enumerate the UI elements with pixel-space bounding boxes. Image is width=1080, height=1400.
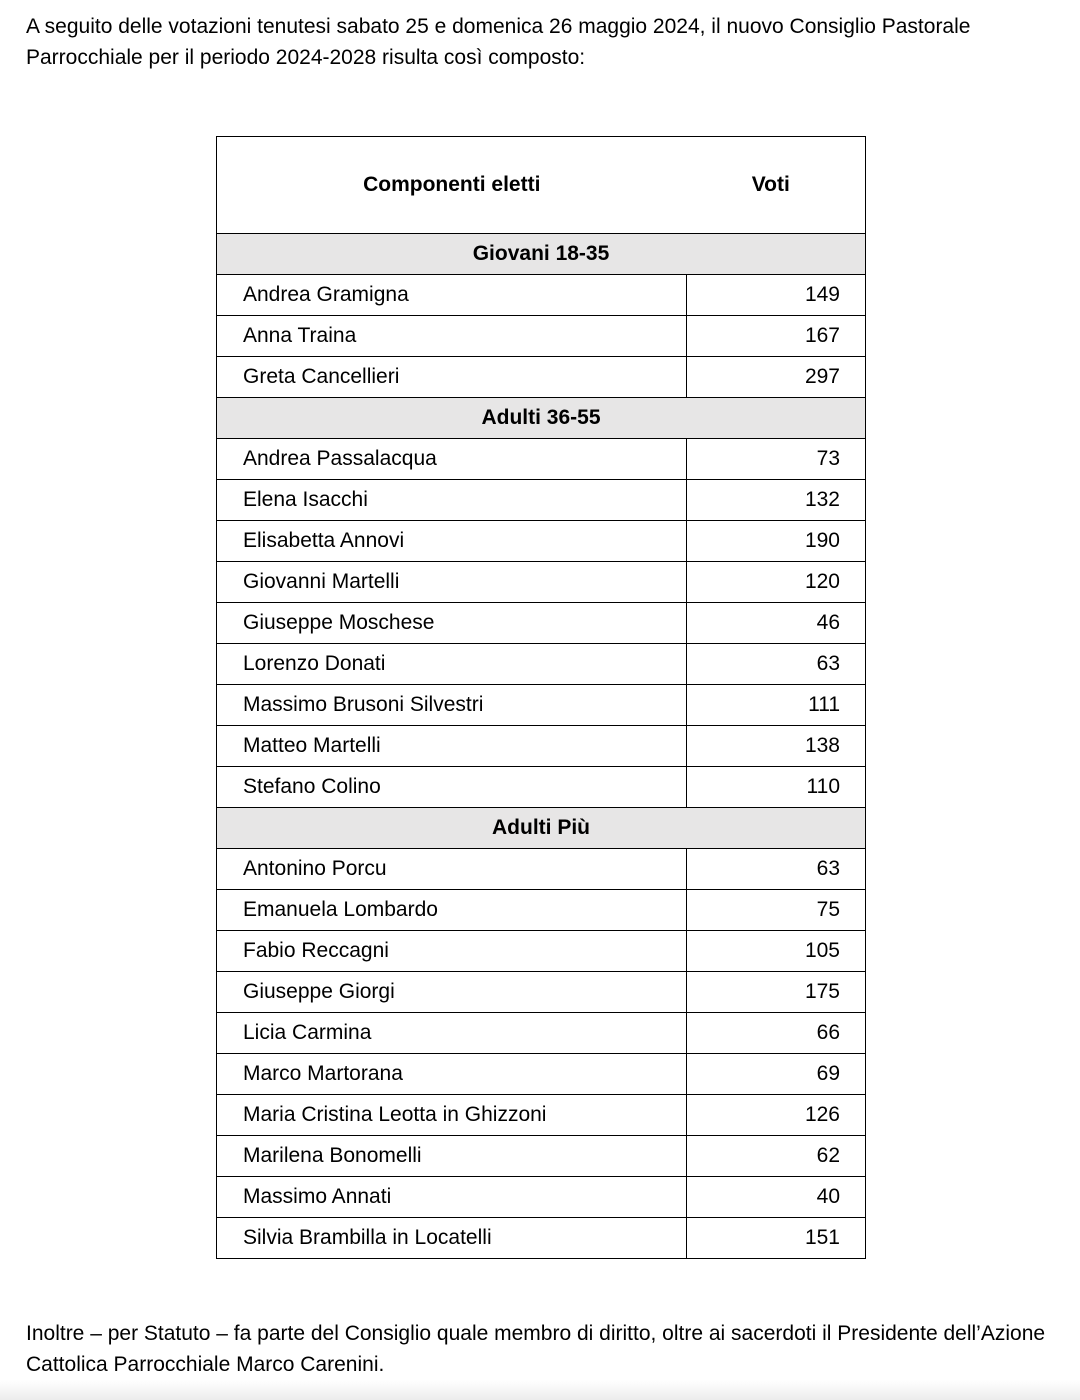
member-name: Marco Martorana — [217, 1054, 687, 1095]
member-votes: 66 — [687, 1013, 866, 1054]
table-row — [217, 357, 866, 398]
member-votes: 151 — [687, 1218, 866, 1259]
member-votes: 63 — [687, 644, 866, 685]
member-votes: 105 — [687, 931, 866, 972]
member-name: Anna Traina — [217, 316, 687, 357]
member-votes: 120 — [687, 562, 866, 603]
table-row — [217, 890, 866, 931]
member-votes: 69 — [687, 1054, 866, 1095]
member-name: Maria Cristina Leotta in Ghizzoni — [217, 1095, 687, 1136]
group-title: Adulti 36-55 — [217, 398, 866, 439]
page-bottom-edge — [0, 1380, 1080, 1400]
member-votes: 63 — [687, 849, 866, 890]
table-header-row — [217, 137, 866, 234]
table-row — [217, 767, 866, 808]
group-header-row — [217, 808, 866, 849]
member-votes: 190 — [687, 521, 866, 562]
member-name: Andrea Gramigna — [217, 275, 687, 316]
table-row — [217, 726, 866, 767]
group-header-row — [217, 398, 866, 439]
member-name: Antonino Porcu — [217, 849, 687, 890]
table-row — [217, 1054, 866, 1095]
group-header-row — [217, 234, 866, 275]
member-name: Fabio Reccagni — [217, 931, 687, 972]
group-title: Giovani 18-35 — [217, 234, 866, 275]
member-name: Silvia Brambilla in Locatelli — [217, 1218, 687, 1259]
member-name: Giuseppe Giorgi — [217, 972, 687, 1013]
member-votes: 297 — [687, 357, 866, 398]
table-row — [217, 849, 866, 890]
group-title: Adulti Più — [217, 808, 866, 849]
member-votes: 149 — [687, 275, 866, 316]
member-name: Stefano Colino — [217, 767, 687, 808]
table-row — [217, 1095, 866, 1136]
table-row — [217, 1013, 866, 1054]
member-name: Andrea Passalacqua — [217, 439, 687, 480]
member-votes: 46 — [687, 603, 866, 644]
table-row — [217, 685, 866, 726]
table-body — [217, 234, 866, 1259]
header-members: Componenti eletti — [217, 137, 687, 234]
table-row — [217, 275, 866, 316]
member-name: Giuseppe Moschese — [217, 603, 687, 644]
table-row — [217, 1136, 866, 1177]
table-row — [217, 1177, 866, 1218]
member-votes: 62 — [687, 1136, 866, 1177]
member-name: Massimo Annati — [217, 1177, 687, 1218]
member-name: Lorenzo Donati — [217, 644, 687, 685]
table-row — [217, 562, 866, 603]
member-name: Emanuela Lombardo — [217, 890, 687, 931]
member-name: Elena Isacchi — [217, 480, 687, 521]
table-row — [217, 316, 866, 357]
member-votes: 111 — [687, 685, 866, 726]
member-votes: 132 — [687, 480, 866, 521]
member-name: Marilena Bonomelli — [217, 1136, 687, 1177]
member-votes: 126 — [687, 1095, 866, 1136]
member-votes: 167 — [687, 316, 866, 357]
table-row — [217, 603, 866, 644]
member-votes: 75 — [687, 890, 866, 931]
member-votes: 73 — [687, 439, 866, 480]
closing-paragraph: Inoltre – per Statuto – fa parte del Consiglio quale membro di diritto, oltre ai sacerdoti il Presidente dell’Azione Cattolica Parrocchiale Marco Carenini. — [26, 1322, 1046, 1376]
member-name: Giovanni Martelli — [217, 562, 687, 603]
member-name: Elisabetta Annovi — [217, 521, 687, 562]
table-row — [217, 931, 866, 972]
table-row — [217, 439, 866, 480]
member-votes: 110 — [687, 767, 866, 808]
elected-members-table — [216, 136, 866, 1259]
member-votes: 40 — [687, 1177, 866, 1218]
member-name: Massimo Brusoni Silvestri — [217, 685, 687, 726]
member-name: Licia Carmina — [217, 1013, 687, 1054]
table-row — [217, 521, 866, 562]
member-name: Matteo Martelli — [217, 726, 687, 767]
member-name: Greta Cancellieri — [217, 357, 687, 398]
table-row — [217, 972, 866, 1013]
member-votes: 175 — [687, 972, 866, 1013]
header-votes: Voti — [687, 137, 866, 234]
table-row — [217, 644, 866, 685]
table-row — [217, 480, 866, 521]
intro-paragraph: A seguito delle votazioni tenutesi sabato 25 e domenica 26 maggio 2024, il nuovo Consiglio Pastorale Parrocchiale per il periodo 2024-2028 risulta così composto: — [26, 15, 971, 69]
member-votes: 138 — [687, 726, 866, 767]
table-row — [217, 1218, 866, 1259]
